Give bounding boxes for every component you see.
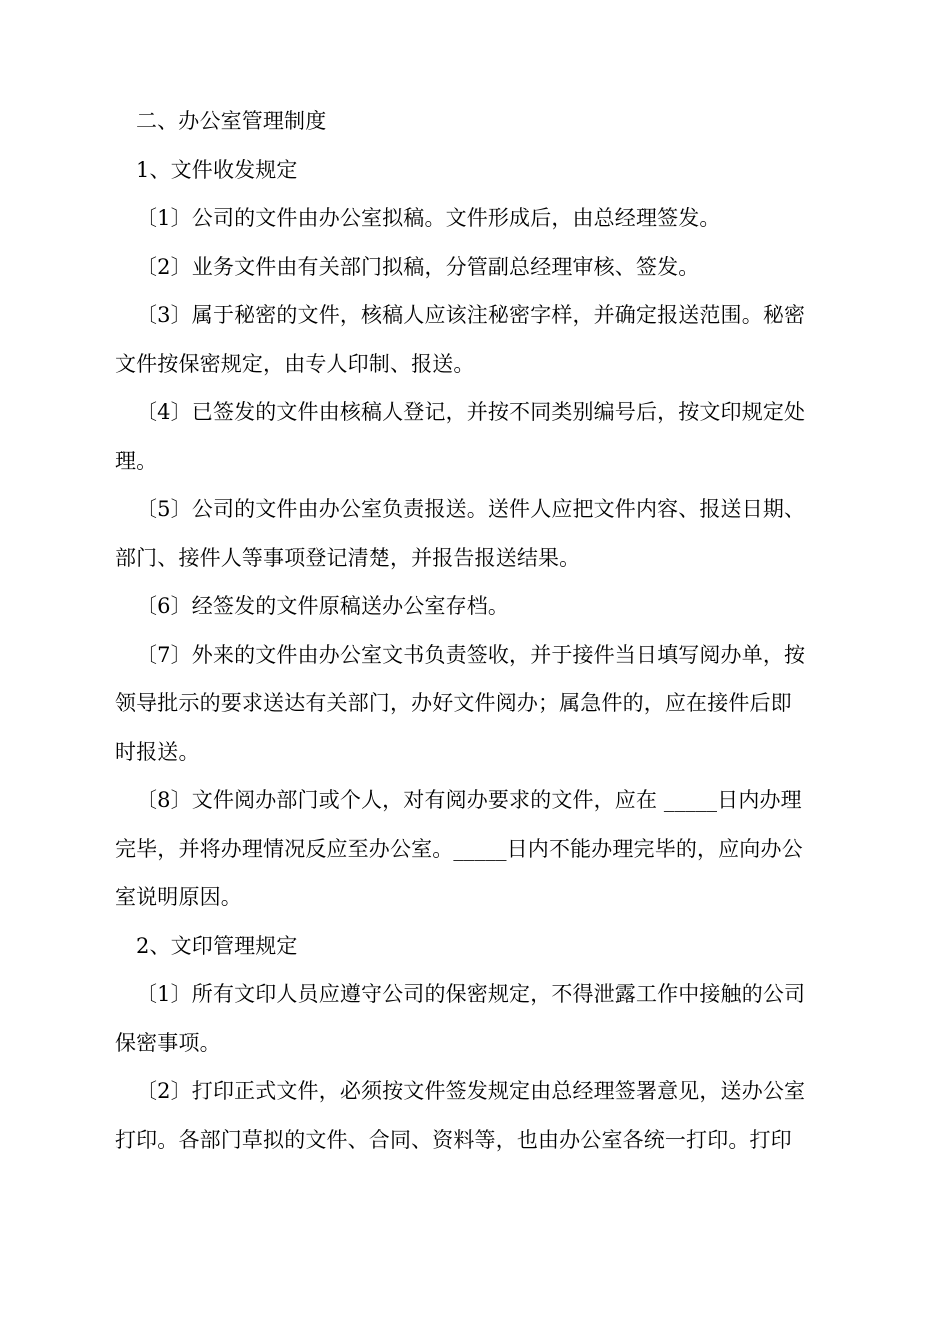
subsection-heading: 1、文件收发规定 (136, 157, 298, 182)
paragraph-line: 理。 (115, 448, 158, 473)
paragraph-line: 〔4〕已签发的文件由核稿人登记，并按不同类别编号后，按文印规定处 (136, 400, 806, 424)
paragraph-line: 保密事项。 (115, 1030, 221, 1055)
section-heading: 二、办公室管理制度 (136, 109, 327, 133)
subsection-heading: 2、文印管理规定 (136, 933, 298, 958)
paragraph-line: 打印。各部门草拟的文件、合同、资料等，也由办公室各统一打印。打印 (115, 1127, 792, 1152)
paragraph-line: 文件按保密规定，由专人印制、报送。 (115, 351, 475, 376)
paragraph-line: 室说明原因。 (115, 885, 242, 909)
paragraph-line: 〔3〕属于秘密的文件，核稿人应该注秘密字样，并确定报送范围。秘密 (136, 303, 806, 327)
paragraph-line: 〔8〕文件阅办部门或个人，对有阅办要求的文件，应在 _____日内办理 (136, 788, 802, 812)
paragraph-line: 〔2〕业务文件由有关部门拟稿，分管副总经理审核、签发。 (136, 254, 700, 279)
paragraph-line: 〔7〕外来的文件由办公室文书负责签收，并于接件当日填写阅办单，按 (136, 642, 806, 667)
paragraph-line: 〔1〕公司的文件由办公室拟稿。文件形成后，由总经理签发。 (136, 206, 721, 230)
paragraph-line: 〔2〕打印正式文件，必须按文件签发规定由总经理签署意见，送办公室 (136, 1079, 806, 1103)
paragraph-line: 〔6〕经签发的文件原稿送办公室存档。 (136, 594, 510, 618)
paragraph-line: 完毕，并将办理情况反应至办公室。_____日内不能办理完毕的，应向办公 (115, 836, 803, 861)
paragraph-line: 部门、接件人等事项登记清楚，并报告报送结果。 (115, 545, 581, 570)
document-page (115, 97, 845, 1164)
paragraph-line: 〔1〕所有文印人员应遵守公司的保密规定，不得泄露工作中接触的公司 (136, 982, 806, 1006)
paragraph-line: 领导批示的要求送达有关部门，办好文件阅办；属急件的，应在接件后即 (115, 691, 792, 715)
paragraph-line: 时报送。 (115, 739, 200, 764)
paragraph-line: 〔5〕公司的文件由办公室负责报送。送件人应把文件内容、报送日期、 (136, 497, 806, 521)
